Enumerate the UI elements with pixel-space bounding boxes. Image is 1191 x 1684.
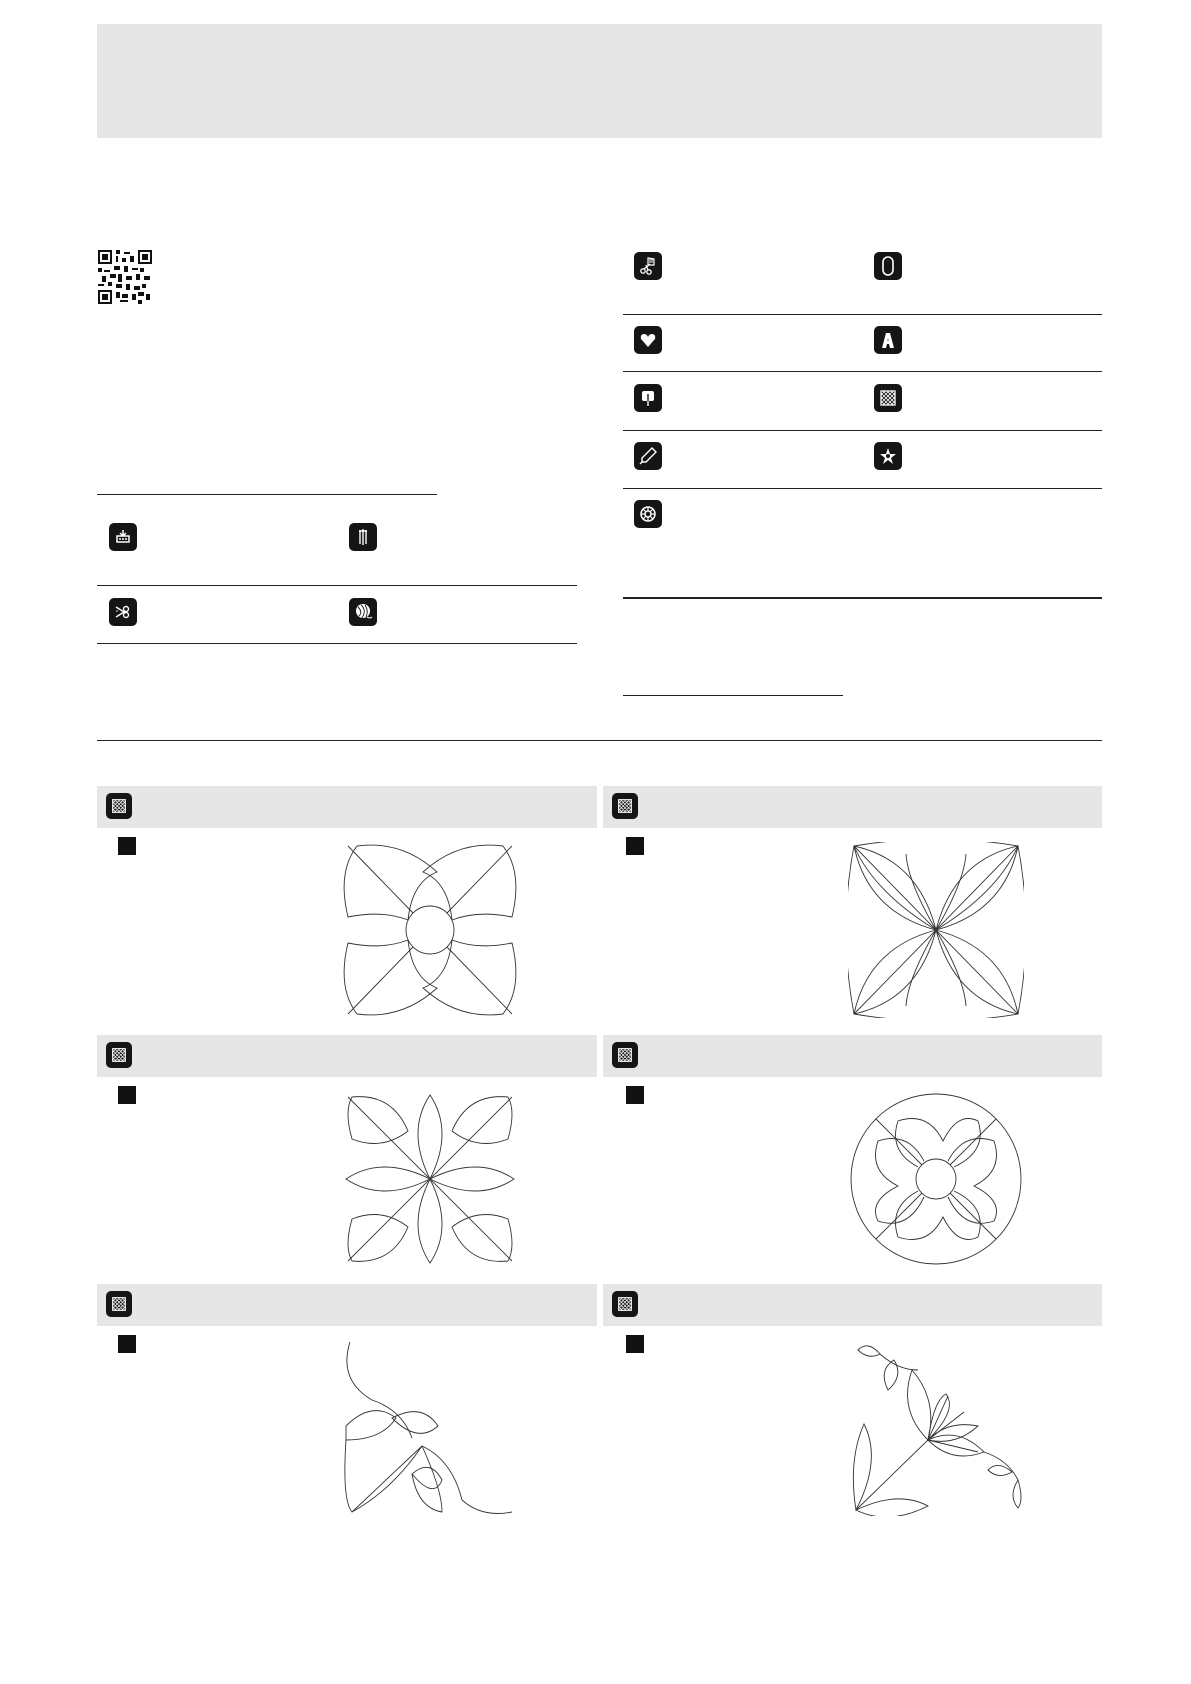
design-header-bar — [603, 1035, 1102, 1077]
table-rule — [623, 488, 1102, 489]
quilt-pattern-icon — [612, 1042, 638, 1068]
bullet-square — [626, 1086, 644, 1104]
table-rule — [623, 371, 1102, 372]
table-rule — [97, 585, 577, 586]
quilt-pattern-icon — [612, 793, 638, 819]
design-corner-flourish — [342, 1340, 518, 1516]
bullet-square — [118, 1086, 136, 1104]
quilt-pattern-icon — [106, 1291, 132, 1317]
hoop-lift-icon — [109, 523, 137, 551]
bullet-square — [626, 1335, 644, 1353]
quilt-pattern-icon — [106, 1042, 132, 1068]
quilt-pattern-icon — [612, 1291, 638, 1317]
star-flower-icon — [874, 442, 902, 470]
qr-code — [98, 250, 152, 304]
oval-hoop-icon — [874, 252, 902, 280]
yarn-ball-icon — [349, 598, 377, 626]
bullet-square — [626, 837, 644, 855]
thread-cutter-icon — [109, 598, 137, 626]
table-rule-thick — [623, 597, 1102, 599]
bullet-square — [118, 837, 136, 855]
bullet-square — [118, 1335, 136, 1353]
section-rule — [97, 740, 1102, 741]
design-star-leaf-square — [848, 842, 1024, 1018]
table-rule — [623, 430, 1102, 431]
design-cross-petal — [342, 1091, 518, 1267]
design-header-bar — [97, 1035, 597, 1077]
presser-foot-icon — [634, 384, 662, 412]
section-rule — [623, 695, 843, 696]
section-rule — [97, 494, 437, 495]
design-header-bar — [603, 1284, 1102, 1326]
design-header-bar — [603, 786, 1102, 828]
design-header-bar — [97, 1284, 597, 1326]
quilt-pattern-icon — [874, 384, 902, 412]
design-header-bar — [97, 786, 597, 828]
design-circle-flower — [848, 1091, 1024, 1267]
scissors-foot-icon — [634, 252, 662, 280]
quilt-pattern-icon — [106, 793, 132, 819]
heart-shape-icon — [634, 326, 662, 354]
design-four-petal-flower — [342, 842, 518, 1018]
needle-threader-icon — [349, 523, 377, 551]
settings-wheel-icon — [634, 500, 662, 528]
table-rule — [623, 314, 1102, 315]
header-band — [97, 24, 1102, 138]
table-rule — [97, 643, 577, 644]
pen-icon — [634, 442, 662, 470]
design-leaf-corner-spray — [848, 1340, 1024, 1516]
alphabet-a-icon — [874, 326, 902, 354]
